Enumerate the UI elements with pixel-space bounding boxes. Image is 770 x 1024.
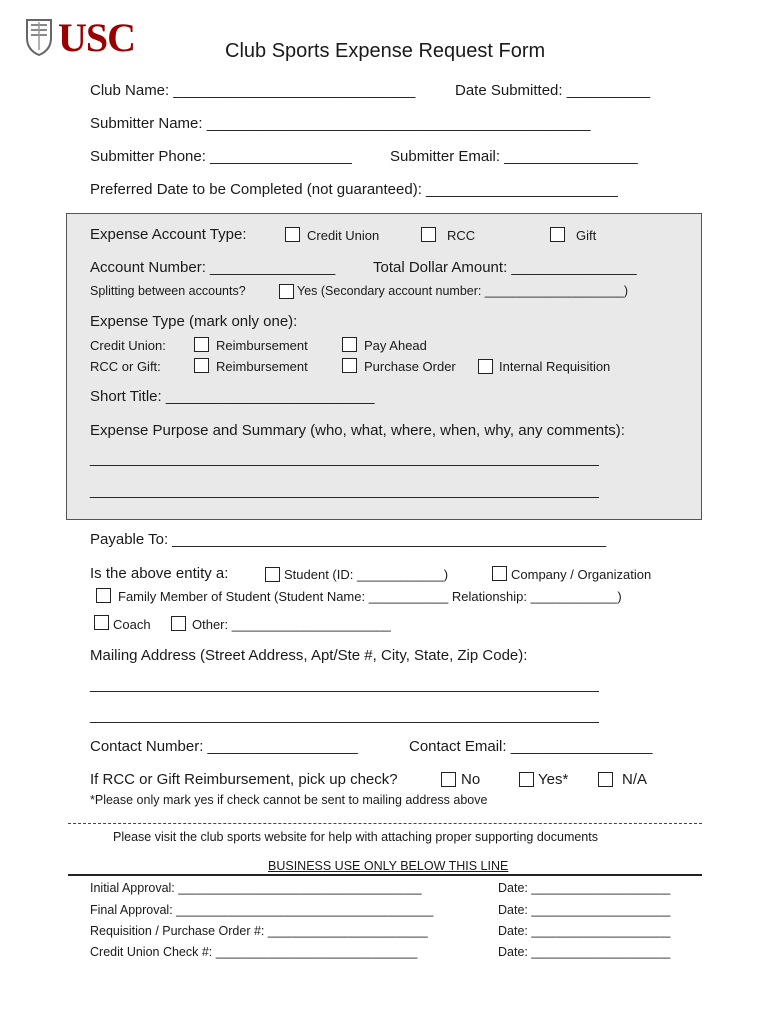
purpose-line-2[interactable]: _____________________________________________________________ [90,482,599,499]
submitter-email-field[interactable]: Submitter Email: ________________ [390,148,638,165]
rcc-reimbursement-checkbox[interactable] [194,358,209,373]
short-title-field[interactable]: Short Title: _________________________ [90,388,375,405]
family-member-label[interactable]: Family Member of Student (Student Name: ___________ Relationship: ____________) [118,589,622,604]
pickup-yes-checkbox[interactable] [519,772,534,787]
student-label[interactable]: Student (ID: ____________) [284,567,449,582]
coach-checkbox[interactable] [94,615,109,630]
credit-union-check-field[interactable]: Credit Union Check #: _____________________________ [90,945,418,959]
contact-number-field[interactable]: Contact Number: __________________ [90,738,358,755]
pickup-note: *Please only mark yes if check cannot be sent to mailing address above [90,793,488,807]
date-field-1[interactable]: Date: ____________________ [498,881,671,895]
splitting-label: Splitting between accounts? [90,284,246,298]
account-number-field[interactable]: Account Number: _______________ [90,259,336,276]
pickup-check-label: If RCC or Gift Reimbursement, pick up check? [90,771,398,788]
expense-type-label: Expense Type (mark only one): [90,313,298,330]
initial-approval-field[interactable]: Initial Approval: ___________________________________ [90,881,422,895]
rcc-label: RCC [447,228,476,243]
pay-ahead-checkbox[interactable] [342,337,357,352]
date-submitted-field[interactable]: Date Submitted: __________ [455,82,651,99]
date-field-2[interactable]: Date: ____________________ [498,903,671,917]
rcc-gift-row-label: RCC or Gift: [90,359,161,374]
page-title: Club Sports Expense Request Form [225,40,546,62]
internal-requisition-label: Internal Requisition [499,359,611,374]
family-member-checkbox[interactable] [96,588,111,603]
pay-ahead-label: Pay Ahead [364,338,427,353]
submitter-phone-field[interactable]: Submitter Phone: _________________ [90,148,352,165]
contact-email-field[interactable]: Contact Email: _________________ [409,738,653,755]
pickup-no-checkbox[interactable] [441,772,456,787]
student-checkbox[interactable] [265,567,280,582]
date-field-4[interactable]: Date: ____________________ [498,945,671,959]
dashed-divider [68,823,702,824]
club-name-field[interactable]: Club Name: _____________________________ [90,82,416,99]
mailing-line-1[interactable]: _____________________________________________________________ [90,676,599,693]
website-note: Please visit the club sports website for help with attaching proper supporting documents [113,830,598,844]
business-use-heading: BUSINESS USE ONLY BELOW THIS LINE [268,859,509,873]
date-field-3[interactable]: Date: ____________________ [498,924,671,938]
payable-to-field[interactable]: Payable To: ____________________________________________________ [90,531,607,548]
gift-checkbox[interactable] [550,227,565,242]
entity-label: Is the above entity a: [90,565,229,582]
purchase-order-checkbox[interactable] [342,358,357,373]
splitting-yes-label[interactable]: Yes (Secondary account number: ____________________) [297,284,629,298]
mailing-address-label: Mailing Address (Street Address, Apt/Ste #, City, State, Zip Code): [90,647,528,664]
purchase-order-label: Purchase Order [364,359,456,374]
final-approval-field[interactable]: Final Approval: _____________________________________ [90,903,434,917]
pickup-na-label: N/A [622,771,648,788]
total-amount-field[interactable]: Total Dollar Amount: _______________ [373,259,637,276]
pickup-na-checkbox[interactable] [598,772,613,787]
mailing-line-2[interactable]: _____________________________________________________________ [90,707,599,724]
coach-label: Coach [113,617,151,632]
company-checkbox[interactable] [492,566,507,581]
pickup-no-label: No [461,771,481,788]
submitter-name-field[interactable]: Submitter Name: ______________________________________________ [90,115,591,132]
pickup-yes-label: Yes* [538,771,569,788]
cu-reimbursement-label: Reimbursement [216,338,308,353]
requisition-field[interactable]: Requisition / Purchase Order #: _______________________ [90,924,428,938]
splitting-yes-checkbox[interactable] [279,284,294,299]
gift-label: Gift [576,228,597,243]
internal-requisition-checkbox[interactable] [478,359,493,374]
cu-reimbursement-checkbox[interactable] [194,337,209,352]
usc-seal-icon [24,16,54,56]
company-label: Company / Organization [511,567,652,582]
solid-divider [68,874,702,876]
preferred-date-field[interactable]: Preferred Date to be Completed (not guaranteed): _______________________ [90,181,618,198]
rcc-checkbox[interactable] [421,227,436,242]
credit-union-row-label: Credit Union: [90,338,166,353]
rcc-reimbursement-label: Reimbursement [216,359,308,374]
other-checkbox[interactable] [171,616,186,631]
account-type-label: Expense Account Type: [90,226,247,243]
purpose-label: Expense Purpose and Summary (who, what, where, when, why, any comments): [90,422,625,439]
credit-union-label: Credit Union [307,228,380,243]
purpose-line-1[interactable]: _____________________________________________________________ [90,450,599,467]
credit-union-checkbox[interactable] [285,227,300,242]
usc-logo: USC [58,15,136,60]
other-label[interactable]: Other: ______________________ [192,617,391,632]
